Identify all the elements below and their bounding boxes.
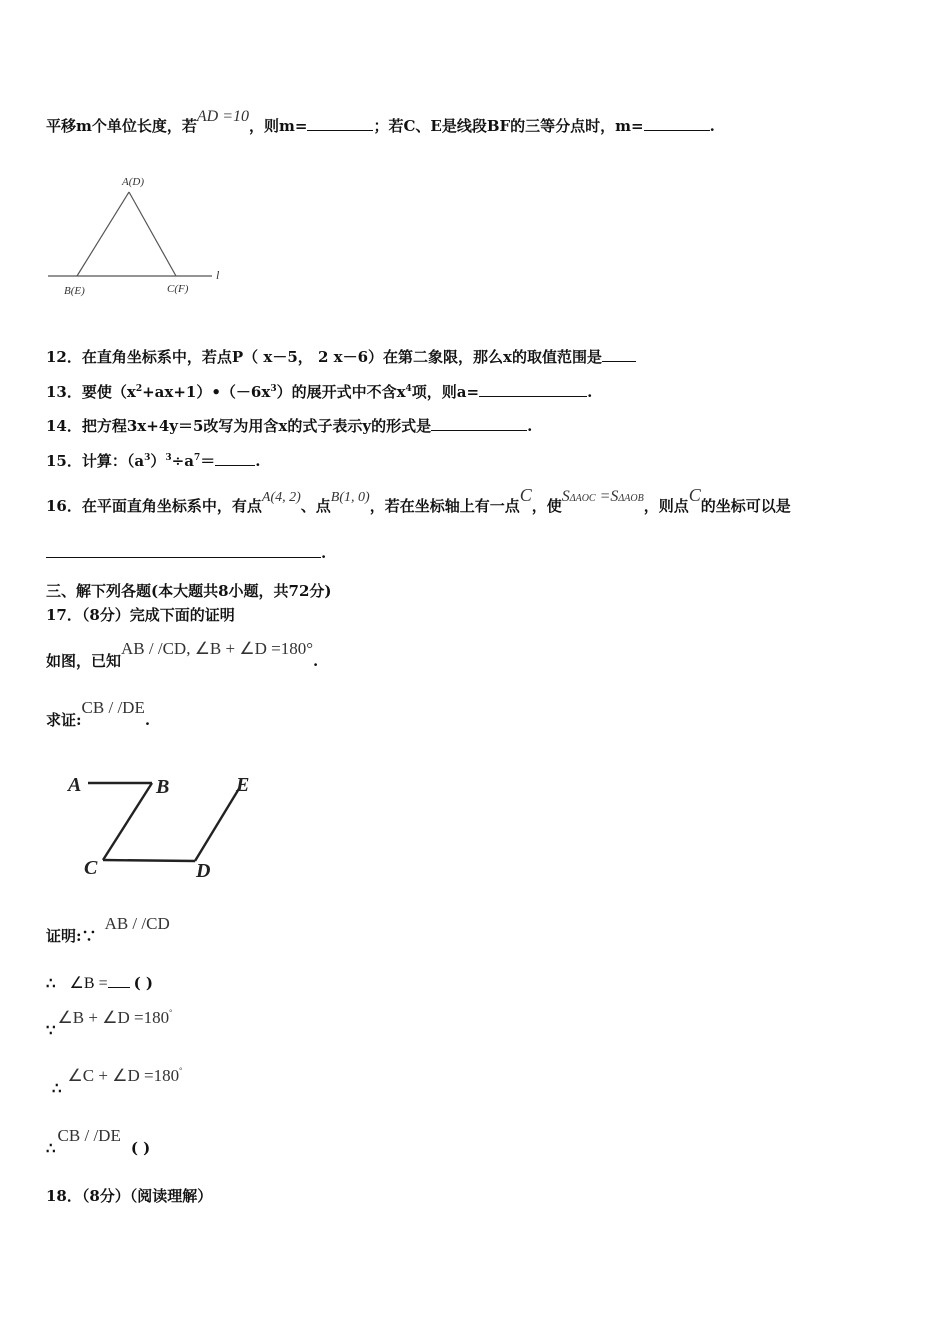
label-be: B(E) bbox=[64, 285, 85, 297]
section3-title: 三、解下列各题(本大题共8小题，共72分) bbox=[46, 582, 332, 600]
label-e: E bbox=[236, 774, 250, 796]
question-17-title bbox=[46, 604, 235, 625]
question-15 bbox=[46, 450, 260, 471]
blank-q12[interactable] bbox=[602, 347, 636, 362]
proof-line-5 bbox=[46, 1126, 151, 1158]
label-b: B bbox=[156, 776, 170, 798]
q13-sup1: 2 bbox=[135, 384, 143, 394]
proof-step-2: ∠B = bbox=[69, 975, 108, 992]
q17-given-end: . bbox=[313, 652, 319, 670]
label-c: C bbox=[84, 857, 98, 879]
q15-end: . bbox=[255, 452, 261, 470]
question-18-title bbox=[46, 1185, 212, 1206]
q17-given-prefix: 如图，已知 bbox=[46, 652, 122, 670]
because-symbol-2: ∵ bbox=[46, 1021, 56, 1039]
question-14 bbox=[46, 415, 532, 436]
therefore-symbol-1: ∴ bbox=[46, 974, 56, 992]
blank-q13[interactable] bbox=[479, 382, 587, 397]
q16-point-c: C bbox=[519, 485, 532, 505]
side-ac bbox=[129, 192, 176, 276]
proof-prefix: 证明: bbox=[46, 927, 82, 945]
blank-angle-b[interactable] bbox=[108, 973, 130, 988]
line1-after: ；若C、E是线段BF的三等分点时，m= bbox=[373, 117, 644, 135]
q16-s2-sub: ΔAOB bbox=[618, 493, 644, 504]
blank-q15[interactable] bbox=[215, 451, 255, 466]
proof-step-3: ∠B + ∠D =180 bbox=[57, 1008, 170, 1027]
q17-title: 17．（8分）完成下面的证明 bbox=[46, 606, 235, 624]
q16-point-a: A(4, 2) bbox=[261, 490, 301, 505]
q17-prove-math: CB / /DE bbox=[81, 698, 145, 717]
q15-a: 15．计算：（a bbox=[46, 452, 145, 470]
label-cf: C(F) bbox=[167, 283, 189, 295]
q17-prove-end: . bbox=[144, 711, 151, 729]
q17-prove bbox=[46, 698, 151, 730]
q13-end: . bbox=[587, 383, 593, 401]
label-l: l bbox=[216, 268, 220, 282]
side-ab bbox=[77, 192, 129, 276]
q15-sup3: 7 bbox=[193, 453, 201, 463]
blank-q14[interactable] bbox=[431, 416, 527, 431]
reason-paren-2[interactable]: ( ) bbox=[130, 1139, 151, 1157]
q13-b: +ax+1）•（－6x bbox=[142, 383, 271, 401]
label-d: D bbox=[196, 860, 211, 882]
proof-step-5: CB / /DE bbox=[57, 1126, 121, 1145]
q16-point-c2: C bbox=[688, 485, 701, 505]
proof-line-1 bbox=[46, 914, 170, 946]
q16-s1: S bbox=[561, 488, 570, 505]
q16-eq: =S bbox=[599, 488, 619, 505]
proof-line-2 bbox=[46, 973, 153, 993]
label-ad: A(D) bbox=[122, 176, 144, 188]
proof-step-1: AB / /CD bbox=[104, 914, 170, 933]
q15-d: ＝ bbox=[200, 452, 216, 470]
segment-de bbox=[195, 787, 240, 861]
line1-math: AD =10 bbox=[196, 108, 249, 125]
q16-c: ，若在坐标轴上有一点 bbox=[369, 497, 520, 515]
question-16 bbox=[46, 485, 791, 516]
proof-line-4 bbox=[46, 1066, 183, 1098]
q17-given bbox=[46, 639, 319, 671]
q14-end: . bbox=[527, 417, 533, 435]
degree-2: ° bbox=[179, 1066, 183, 1075]
q18-title: 18．（8分）（阅读理解） bbox=[46, 1187, 213, 1205]
reason-paren-1[interactable]: ( ) bbox=[133, 974, 154, 992]
blank-q16[interactable] bbox=[46, 543, 321, 558]
therefore-symbol-2: ∴ bbox=[52, 1079, 62, 1097]
degree-1: ° bbox=[169, 1008, 173, 1017]
therefore-symbol-3: ∴ bbox=[46, 1139, 56, 1157]
question-16-answer-line bbox=[46, 543, 326, 562]
segment-cd bbox=[103, 860, 195, 861]
q15-b: ） bbox=[150, 452, 166, 470]
q16-area-eq bbox=[562, 488, 644, 505]
q13-sup2: 3 bbox=[270, 384, 277, 394]
q15-sup1: 3 bbox=[144, 453, 151, 463]
q12-text: 12．在直角坐标系中，若点P（ x－5， 2 x－6）在第二象限，那么x的取值范围是 bbox=[46, 348, 602, 366]
section-title bbox=[46, 580, 332, 601]
segment-bc bbox=[103, 783, 152, 860]
q14-text: 14．把方程3x+4y＝5改写为用含x的式子表示y的形式是 bbox=[46, 417, 432, 435]
blank-m1[interactable] bbox=[307, 116, 373, 131]
q15-sup2: 3 bbox=[165, 453, 172, 463]
proof-step-4: ∠C + ∠D =180 bbox=[67, 1066, 180, 1085]
q13-d: 项，则a= bbox=[411, 383, 480, 401]
line1-mid: ，则m= bbox=[249, 117, 308, 135]
q17-prove-prefix: 求证: bbox=[46, 711, 82, 729]
label-a: A bbox=[68, 774, 82, 796]
q16-e: ，则点 bbox=[643, 497, 689, 515]
line1-prefix: 平移m个单位长度，若 bbox=[46, 117, 197, 135]
q16-f: 的坐标可以是 bbox=[700, 497, 791, 515]
question-13 bbox=[46, 381, 592, 402]
q16-end: . bbox=[321, 544, 327, 562]
q16-b: 、点 bbox=[300, 497, 331, 515]
q13-c: ）的展开式中不含x bbox=[276, 383, 406, 401]
q16-d: ，使 bbox=[531, 497, 562, 515]
question-12 bbox=[46, 346, 636, 367]
q16-s1-sub: ΔAOC bbox=[569, 493, 596, 504]
q13-sup3: 4 bbox=[405, 384, 412, 394]
line1-end: . bbox=[709, 117, 715, 135]
triangle-figure bbox=[40, 170, 240, 300]
proof-line-3 bbox=[46, 1008, 173, 1040]
q16-a: 16．在平面直角坐标系中，有点 bbox=[46, 497, 262, 515]
line1 bbox=[46, 108, 715, 136]
parallel-figure bbox=[60, 765, 280, 890]
q15-c: ÷a bbox=[171, 452, 194, 470]
q16-point-b: B(1, 0) bbox=[330, 490, 370, 505]
because-symbol-1: ∵ bbox=[81, 927, 97, 945]
blank-m2[interactable] bbox=[644, 116, 710, 131]
q13-a: 13．要使（x bbox=[46, 383, 136, 401]
q17-given-math: AB / /CD, ∠B + ∠D =180° bbox=[121, 639, 314, 658]
